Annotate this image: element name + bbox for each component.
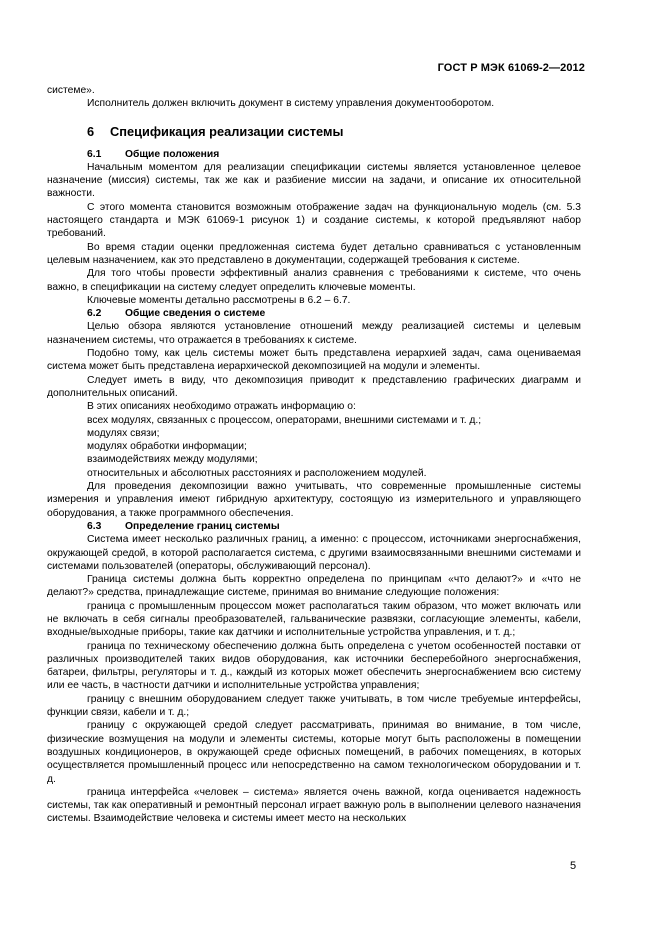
paragraph: Система имеет несколько различных границ, а именно: с процессом, источниками энергоснабжения, окружающей средой, в которой располагается система, с другими взаимосвязанными внешними системами и системами пользователей (операторы, обслуживающий персонал).	[47, 534, 581, 572]
section-title: Спецификация реализации системы	[110, 123, 344, 139]
subsection-heading-6-2	[87, 307, 581, 320]
subsection-heading-6-1	[87, 148, 581, 161]
list-item: граница интерфейса «человек – система» является очень важной, когда оценивается надежность системы, так как оперативный и ремонтный персонал играет важную роль в выполнении целевого назначения системы. Взаимодействие человека и системы имеет место на нескольких	[47, 786, 581, 825]
list-item: границу с внешним оборудованием следует также учитывать, в том числе требуемые интерфейсы, функции связи, кабели и т. д.;	[47, 693, 581, 719]
list-item: относительных и абсолютных расстояниях и расположением модулей.	[87, 467, 427, 479]
paragraph: Целью обзора являются установление отношений между реализацией системы и целевым назначением системы, что отражается в требованиях к системе.	[47, 321, 581, 346]
paragraph: Исполнитель должен включить документ в систему управления документооборотом.	[87, 98, 495, 110]
paragraph: системе».	[47, 85, 95, 96]
list-item: взаимодействиях между модулями;	[87, 454, 258, 466]
subsection-title: Определение границ системы	[125, 520, 280, 532]
subsection-heading-6-3	[87, 520, 581, 533]
paragraph: Граница системы должна быть корректно определена по принципам «что делают?» и «что не делают?» средства, принадлежащие системе, принимая во внимание следующие положения:	[47, 574, 581, 599]
document-header: ГОСТ Р МЭК 61069-2—2012	[437, 62, 585, 74]
paragraph: В этих описаниях необходимо отражать информацию о:	[87, 401, 356, 413]
subsection-number: 6.2	[87, 308, 102, 320]
paragraph: Подобно тому, как цель системы может быть представлена иерархией задач, сама оцениваемая система может быть представлена иерархической декомпозицией на модули и элементы.	[47, 348, 581, 373]
page-body	[47, 84, 581, 826]
section-heading-6	[87, 124, 581, 139]
paragraph: Для проведения декомпозиции важно учитывать, что современные промышленные системы измерения и управления имеют гибридную архитектуру, состоящую из измерительного и управляющего оборудования, а также программного обеспечения.	[47, 481, 581, 519]
list-item: всех модулях, связанных с процессом, операторами, внешними системами и т. д.;	[87, 414, 482, 426]
subsection-title: Общие положения	[125, 148, 220, 160]
subsection-title: Общие сведения о системе	[125, 308, 266, 320]
paragraph: Для того чтобы провести эффективный анализ сравнения с требованиями к системе, что очень важно, в спецификации на систему следует определить ключевые моменты.	[47, 268, 581, 293]
paragraph: С этого момента становится возможным отображение задач на функциональную модель (см. 5.3 настоящего стандарта и МЭК 61069-1 рисунок 1) и создание системы, к которой предъявляют набор требований.	[47, 201, 581, 240]
paragraph: Ключевые моменты детально рассмотрены в 6.2 – 6.7.	[87, 294, 351, 306]
subsection-number: 6.1	[87, 148, 102, 160]
list-item: границу с окружающей средой следует рассматривать, принимая во внимание, в том числе, физические возмущения на модули и элементы системы, которые могут быть расположены в помещении воздушных кондиционеров, в окружающей среде офисных помещений, в рабочих помещениях, в которых осуществляется промышленный процесс или непосредственно на самом технологическом оборудовании и т. д.	[47, 720, 581, 785]
list-item: граница по техническому обеспечению должна быть определена с учетом особенностей поставки от различных производителей таких видов оборудования, как источники бесперебойного энергоснабжения, батареи, фильтры, регуляторы и т. д., каждый из которых может обеспечить энергоснабжением всю систему или ее часть, в частности датчики и исполнительные устройства управления;	[47, 640, 581, 692]
paragraph: Начальным моментом для реализации спецификации системы является установленное целевое назначение (миссия) системы, так же как и разбиение миссии на задачи, и описание их относительной важности.	[47, 161, 581, 200]
page-number: 5	[570, 860, 577, 872]
section-number: 6	[87, 123, 95, 139]
list-item: модулях обработки информации;	[87, 441, 247, 453]
list-item: модулях связи;	[87, 427, 160, 439]
paragraph: Следует иметь в виду, что декомпозиция приводит к представлению графических диаграмм и дополнительных описаний.	[47, 374, 581, 399]
subsection-number: 6.3	[87, 520, 102, 532]
list-item: граница с промышленным процессом может располагаться таким образом, что может включать или не включать в себя сигналы преобразователей, гальванические развязки, согласующие элементы, кабели, входные/выходные приборы, такие как датчики и исполнительные устройства управления, и т. д.;	[47, 600, 581, 639]
paragraph: Во время стадии оценки предложенная система будет детально сравниваться с установленным целевым назначением, как это представлено в документации, содержащей требования к системе.	[47, 241, 581, 266]
